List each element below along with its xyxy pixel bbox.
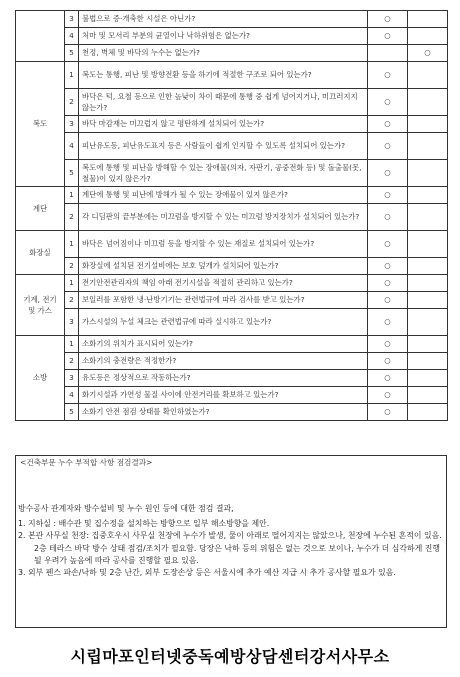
yes-mark: ○	[368, 309, 408, 336]
yes-mark: ○	[368, 336, 408, 353]
category-cell: 소방	[16, 336, 65, 421]
check-item-text: 바닥 마감재는 미끄럽지 않고 평탄하게 설치되어 있는가?	[79, 116, 368, 133]
result-list	[18, 518, 444, 580]
category-cell: 화장실	[16, 231, 65, 275]
check-item-text: 화장실에 설치된 전기설비에는 보호 덮개가 설치되어 있는가?	[79, 258, 368, 275]
check-item-text: 복도는 통행, 피난 및 방향전환 등을 하기에 적절한 구조로 되어 있는가?	[79, 62, 368, 89]
check-item-text: 복도에 통행 및 피난을 방해할 수 있는 장애물(의자, 자판기, 공중전화 등) 및 돌출물(못, 철물)이 있지 않은가?	[79, 160, 368, 187]
yes-mark: ○	[368, 160, 408, 187]
yes-mark: ○	[368, 133, 408, 160]
check-item-text: 보일러를 포함한 냉·난방기기는 관련법규에 따라 검사를 받고 있는가?	[79, 292, 368, 309]
yes-mark: ○	[368, 204, 408, 231]
check-item-text: 천정, 벽체 및 바닥의 누수는 없는가?	[79, 45, 368, 62]
checklist-row	[16, 231, 448, 258]
item-number: 2	[65, 204, 79, 231]
yes-mark: ○	[368, 62, 408, 89]
item-number: 1	[65, 187, 79, 204]
checklist-row	[16, 133, 448, 160]
check-item-text: 피난유도등, 피난유도표지 등은 사람들이 쉽게 인지할 수 있도록 설치되어 있는가?	[79, 133, 368, 160]
no-mark	[408, 116, 448, 133]
check-item-text: 가스시설의 누설 체크는 관련법규에 따라 실시하고 있는가?	[79, 309, 368, 336]
check-item-text: 소화기 안전 점검 상태를 확인하였는가?	[79, 404, 368, 421]
no-mark	[408, 292, 448, 309]
checklist-row	[16, 11, 448, 28]
checklist-row	[16, 353, 448, 370]
category-cell: 복도	[16, 62, 65, 187]
item-number: 3	[65, 309, 79, 336]
checklist-table	[15, 10, 448, 421]
yes-mark: ○	[368, 292, 408, 309]
item-number: 1	[65, 275, 79, 292]
no-mark	[408, 204, 448, 231]
check-item-text: 처마 및 모서리 부분의 균열이나 낙하위험은 없는가?	[79, 28, 368, 45]
checklist-row	[16, 28, 448, 45]
no-mark	[408, 11, 448, 28]
item-number: 1	[65, 62, 79, 89]
no-mark	[408, 404, 448, 421]
no-mark	[408, 387, 448, 404]
check-item-text: 바닥은 넘어짐이나 미끄럼 등을 방지할 수 있는 재질로 설치되어 있는가?	[79, 231, 368, 258]
category-cell	[16, 11, 65, 62]
yes-mark: ○	[368, 404, 408, 421]
item-number: 1	[65, 336, 79, 353]
checklist-sheet	[15, 10, 447, 421]
no-mark	[408, 160, 448, 187]
yes-mark: ○	[368, 387, 408, 404]
item-number: 2	[65, 258, 79, 275]
item-number: 2	[65, 292, 79, 309]
item-number: 5	[65, 160, 79, 187]
checklist-row	[16, 160, 448, 187]
no-mark	[408, 258, 448, 275]
check-item-text: 바닥은 턱, 요철 등으로 인한 높낮이 차이 때문에 통행 중 쉽게 넘어지거나, 미끄러지지 않는가?	[79, 89, 368, 116]
yes-mark: ○	[368, 275, 408, 292]
item-number: 5	[65, 45, 79, 62]
checklist-row	[16, 336, 448, 353]
check-item-text: 화기시설과 가연성 물질 사이에 안전거리를 확보하고 있는가?	[79, 387, 368, 404]
result-item: 2. 본관 사무실 천장: 집중호우시 사무실 천장에 누수가 발생, 물이 아래로 떨어지지는 않았으나, 천장에 누수된 흔적이 있음. 2층 테라스 바닥 방수 상태 점검/조치가 필요함. 당장은 낙하 등의 위험은 없는 것으로 보이나, 누수가 더 심각하게 진행될 우려가 높음에 따라 공사를 진행할 필요 있음.	[18, 531, 442, 565]
yes-mark: ○	[368, 353, 408, 370]
yes-mark: ○	[368, 370, 408, 387]
check-item-text: 계단에 통행 및 피난에 방해가 될 수 있는 장애물이 있지 않은가?	[79, 187, 368, 204]
item-number: 4	[65, 387, 79, 404]
checklist-row	[16, 309, 448, 336]
yes-mark: ○	[368, 187, 408, 204]
item-number: 4	[65, 133, 79, 160]
yes-mark	[368, 45, 408, 62]
no-mark	[408, 370, 448, 387]
checklist-row	[16, 116, 448, 133]
result-item: 3. 외부 펜스 파손/낙하 및 2층 난간, 외부 도장손상 등은 서울시에 추가 예산 지급 시 추가 공사할 필요가 있음.	[18, 568, 396, 578]
checklist-row	[16, 187, 448, 204]
inspection-result-box	[15, 455, 447, 628]
no-mark	[408, 309, 448, 336]
checklist-row	[16, 258, 448, 275]
no-mark	[408, 62, 448, 89]
category-cell: 계단	[16, 187, 65, 231]
item-number: 3	[65, 116, 79, 133]
no-mark	[408, 187, 448, 204]
check-item-text: 유도등은 정상적으로 작동하는가?	[79, 370, 368, 387]
no-mark	[408, 89, 448, 116]
check-item-text: 각 디딤판의 끝부분에는 미끄럼을 방지할 수 있는 미끄럼 방지장치가 설치되어 있는가?	[79, 204, 368, 231]
no-mark: ○	[408, 45, 448, 62]
checklist-row	[16, 387, 448, 404]
no-mark	[408, 336, 448, 353]
checklist-row	[16, 45, 448, 62]
item-number: 1	[65, 231, 79, 258]
no-mark	[408, 133, 448, 160]
checklist-row	[16, 275, 448, 292]
check-item-text: 불법으로 증·개축한 시설은 아닌가?	[79, 11, 368, 28]
no-mark	[408, 353, 448, 370]
yes-mark: ○	[368, 258, 408, 275]
yes-mark: ○	[368, 28, 408, 45]
no-mark	[408, 231, 448, 258]
item-number: 3	[65, 11, 79, 28]
check-item-text: 전기안전관리자의 책임 아래 전기시설을 적절히 관리하고 있는가?	[79, 275, 368, 292]
result-title: <건축부문 누수 부적합 사항 점검결과>	[20, 458, 153, 467]
checklist-row	[16, 404, 448, 421]
item-number: 3	[65, 370, 79, 387]
checklist-row	[16, 292, 448, 309]
check-item-text: 소화기의 위치가 표시되어 있는가?	[79, 336, 368, 353]
yes-mark: ○	[368, 231, 408, 258]
yes-mark: ○	[368, 11, 408, 28]
item-number: 4	[65, 28, 79, 45]
item-number: 2	[65, 353, 79, 370]
checklist-row	[16, 89, 448, 116]
item-number: 2	[65, 89, 79, 116]
checklist-row	[16, 62, 448, 89]
checklist-row	[16, 370, 448, 387]
yes-mark: ○	[368, 116, 408, 133]
no-mark	[408, 28, 448, 45]
checklist-row	[16, 204, 448, 231]
yes-mark: ○	[368, 89, 408, 116]
result-intro: 방수공사 관계자와 방수설비 및 누수 원인 등에 대한 점검 결과,	[18, 504, 234, 513]
organization-name: 시립마포인터넷중독예방상담센터강서사무소	[70, 647, 390, 666]
no-mark	[408, 275, 448, 292]
category-cell: 기계, 전기 및 가스	[16, 275, 65, 336]
item-number: 5	[65, 404, 79, 421]
result-item: 1. 지하실 : 배수관 및 집수정을 설치하는 방향으로 일부 해소방향을 제안.	[18, 519, 270, 528]
check-item-text: 소화기의 충전량은 적정한가?	[79, 353, 368, 370]
